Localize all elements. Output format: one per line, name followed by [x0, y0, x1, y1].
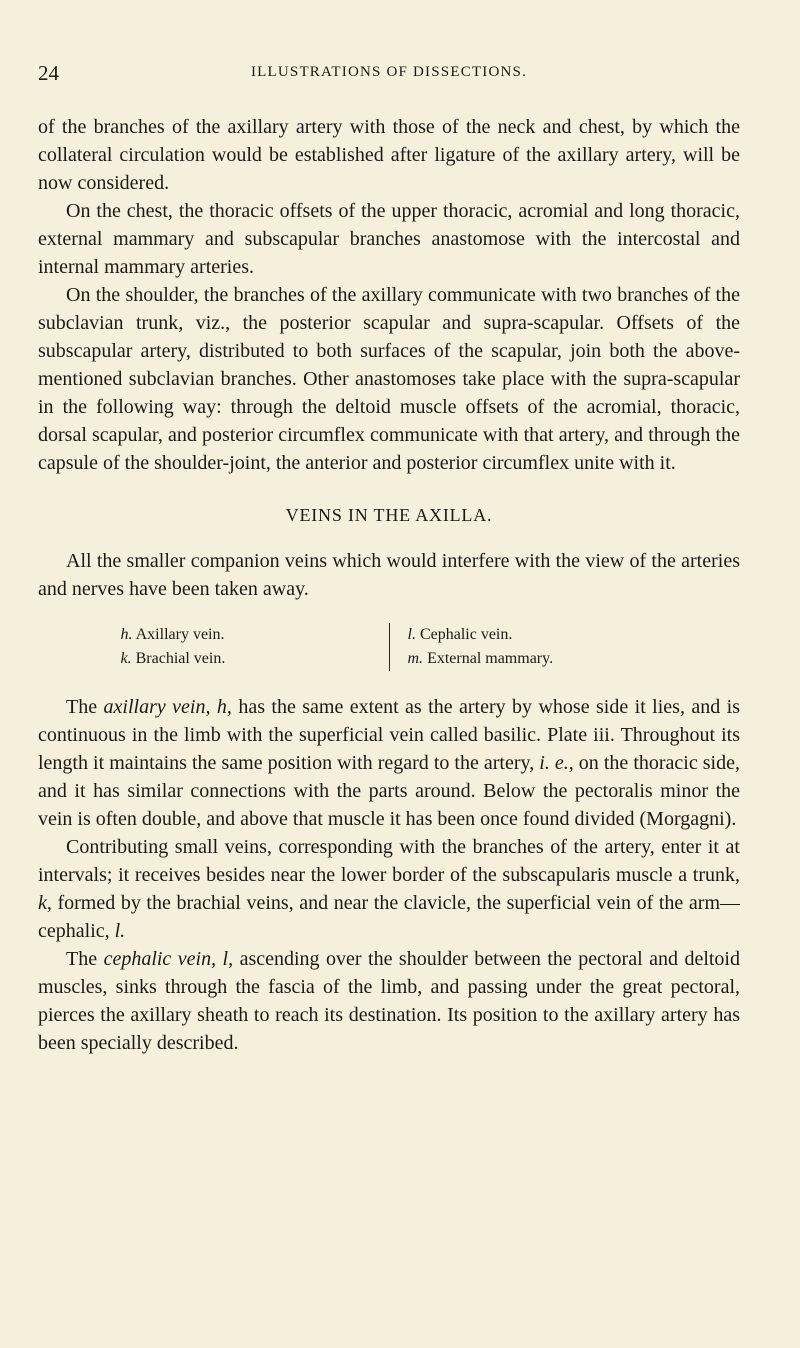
abbrev-ie: i. e., — [539, 752, 574, 774]
legend-letter: h. — [120, 626, 133, 643]
legend-label: Brachial vein. — [135, 650, 226, 667]
body-text — [38, 113, 740, 1057]
legend-letter: k. — [120, 650, 132, 667]
text-run: Contributing small veins, corresponding with the branches of the artery, enter it at intervals; it receives besides near the lower border of the subscapularis muscle a trunk, — [38, 836, 740, 886]
text-run: has the same extent as the artery by whose side it lies, and is continuous in the limb with the superficial vein called basilic. Plate iii. Throughout its length it maintains the same position with regard to the artery, — [38, 696, 740, 774]
legend-label: External mammary. — [427, 650, 554, 667]
figure-legend — [38, 623, 740, 671]
text-run: The — [66, 696, 104, 718]
text-run: formed by the brachial veins, and near the clavicle, the superficial vein of the arm—cephalic, — [38, 892, 740, 942]
paragraph-chest-anastomoses: On the chest, the thoracic offsets of the upper thoracic, acromial and long thoracic, external mammary and subscapular branches anastomose with the intercostal and internal mammary arteries. — [38, 200, 740, 278]
paragraph-continuation: of the branches of the axillary artery with those of the neck and chest, by which the collateral circulation would be established after ligature of the axillary artery, will be now considered. — [38, 116, 740, 194]
paragraph-contributing-veins — [38, 833, 740, 945]
legend-label: Axillary vein. — [135, 626, 225, 643]
paragraph-intro-veins: All the smaller companion veins which would interfere with the view of the arteries and nerves have been taken away. — [38, 550, 740, 600]
page-header — [38, 61, 740, 85]
legend-label: Cephalic vein. — [419, 626, 513, 643]
legend-column-right — [389, 623, 658, 671]
term-axillary-vein: axillary vein, h, — [103, 696, 232, 718]
legend-letter: m. — [407, 650, 424, 667]
legend-column-left — [121, 623, 389, 671]
legend-item — [408, 623, 658, 647]
text-run: The — [66, 948, 104, 970]
running-title: ILLUSTRATIONS OF DISSECTIONS. — [250, 64, 528, 80]
section-heading: VEINS IN THE AXILLA. — [285, 505, 493, 525]
paragraph-shoulder-anastomoses: On the shoulder, the branches of the axillary communicate with two branches of the subclavian trunk, viz., the posterior scapular and supra-scapular. Offsets of the subscapular artery, distributed to both surfaces of the scapular, join both the above-mentioned subclavian branches. Other anastomoses take place with the supra-scapular in the following way: through the deltoid muscle offsets of the acromial, thoracic, dorsal scapular, and posterior circumflex communicate with that artery, and through the capsule of the shoulder-joint, the anterior and posterior circumflex unite with it. — [38, 284, 740, 474]
page-number: 24 — [38, 61, 59, 85]
legend-item — [121, 647, 371, 671]
ref-letter-l: l. — [114, 920, 126, 942]
ref-letter-k: k, — [38, 892, 52, 914]
legend-letter: l. — [407, 626, 416, 643]
paragraph-axillary-vein — [38, 693, 740, 833]
term-cephalic-vein: cephalic vein, l, — [103, 948, 234, 970]
text-run: on the thoracic side, and it has similar connections with the parts around. Below the pectoralis minor the vein is often double, and above that muscle it has been once found divided (Morgagni). — [38, 752, 740, 830]
text-run: ascending over the shoulder between the pectoral and deltoid muscles, sinks through the fascia of the limb, and passing under the great pectoral, pierces the axillary sheath to reach its destination. Its position to the axillary artery has been specially described. — [38, 948, 740, 1054]
legend-item — [408, 647, 658, 671]
paragraph-cephalic-vein — [38, 945, 740, 1057]
legend-item — [121, 623, 371, 647]
